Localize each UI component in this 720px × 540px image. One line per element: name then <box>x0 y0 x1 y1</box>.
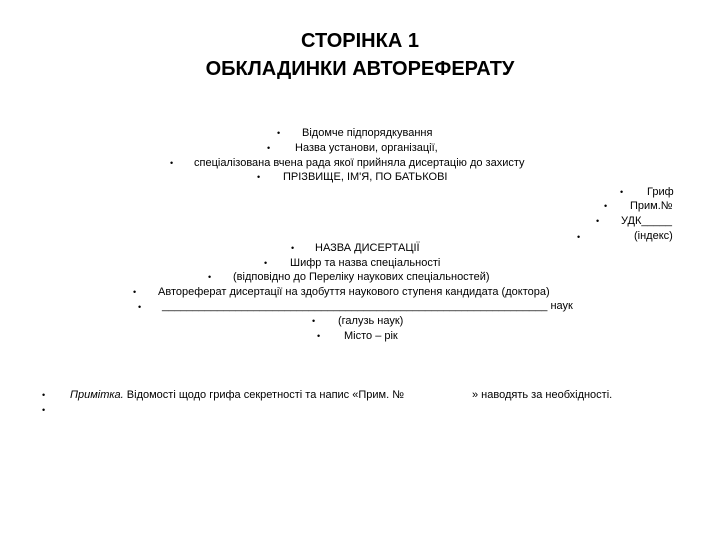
bullet: • <box>264 258 268 268</box>
page-title-line-2: ОБКЛАДИНКИ АВТОРЕФЕРАТУ <box>205 58 515 80</box>
bullet: • <box>317 331 321 341</box>
bullet: • <box>596 216 600 226</box>
bullet: • <box>620 187 624 197</box>
dissertation-title-text: НАЗВА ДИСЕРТАЦІЇ <box>315 242 420 254</box>
sciences-line-text: _______________________________________________________________ наук <box>162 300 573 312</box>
full-name-text: ПРІЗВИЩЕ, ІМ'Я, ПО БАТЬКОВІ <box>283 171 448 183</box>
specialty-text: Шифр та назва спеціальності <box>290 257 441 269</box>
note-label: Примітка. <box>70 389 124 401</box>
udk-text: УДК_____ <box>621 215 672 227</box>
bullet: • <box>312 316 316 326</box>
bullet: • <box>208 272 212 282</box>
bullet: • <box>42 390 46 400</box>
index-text: (індекс) <box>634 230 673 242</box>
bullet: • <box>267 143 271 153</box>
council-text: спеціалізована вчена рада якої прийняла дисертацію до захисту <box>194 157 525 169</box>
bullet: • <box>291 243 295 253</box>
bullet: • <box>257 172 261 182</box>
prim-text: Прим.№ <box>630 200 673 212</box>
subordination-text: Відомче підпорядкування <box>302 127 433 139</box>
specialty-note-text: (відповідно до Переліку наукових спеціальностей) <box>233 271 490 283</box>
bullet: • <box>42 405 46 415</box>
institution-text: Назва установи, організації, <box>295 142 438 154</box>
bullet: • <box>170 158 174 168</box>
bullet: • <box>577 232 581 242</box>
bullet: • <box>277 128 281 138</box>
grif-text: Гриф <box>647 186 674 198</box>
bullet: • <box>604 201 608 211</box>
field-text: (галузь наук) <box>338 315 404 327</box>
city-year-text: Місто – рік <box>344 330 398 342</box>
bullet: • <box>138 302 142 312</box>
abstract-degree-text: Автореферат дисертації на здобуття наукового ступеня кандидата (доктора) <box>158 286 550 298</box>
bullet: • <box>133 287 137 297</box>
page-title-line-1: СТОРІНКА 1 <box>301 30 419 52</box>
note-tail-text: » наводять за необхідності. <box>472 389 613 401</box>
note-body: Відомості щодо грифа секретності та напис «Прим. № <box>126 389 404 401</box>
note-text <box>70 389 404 402</box>
